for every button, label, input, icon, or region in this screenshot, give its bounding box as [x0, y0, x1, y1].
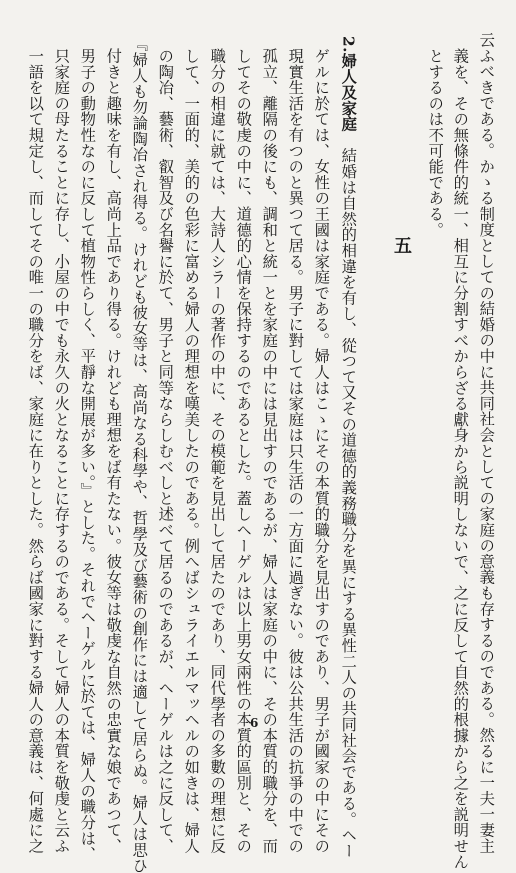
text-line: して、一面的、美的の色彩に富める婦人の理想を嘆美したのである。例へばシュライエルマッヘルの如きは、婦人: [182, 48, 201, 854]
text-line: 孤立、離隔の後にも、調和と統一とを家庭の中には見出すのであるが、婦人は家庭の中に、その本質的職分を、而: [260, 48, 279, 854]
text-line: 義を、その無條件的統一、相互に分割すべからざる獻身から説明しないで、之に反して自然的根據から之を説明せん: [451, 48, 470, 870]
text-line: 『婦人も勿論陶冶され得る。けれども彼女等は、高尚なる科學や、哲學及び藝術の創作には適して居らぬ。婦人は思ひ: [130, 36, 149, 873]
text-line: ゲルに於ては、女性の王國は家庭である。婦人はこゝにその本質的職分を見出すのであり、男子が國家の中にその: [312, 48, 331, 854]
text-line: してその敬虔の中に、道德的心情を保持するのであるとした。蓋しヘーゲルは以上男女兩性の本質的區別と、その: [234, 48, 253, 854]
text-line: 一語を以て規定し、而してその唯一の職分をば、家庭に在りとした。然らば國家に對する婦人の意義は、何處に之: [26, 48, 45, 854]
text-line: 云ふべきである。かゝる制度としての結婚の中に共同社会としての家庭の意義も存するのである。然るに一夫一妻主: [477, 32, 496, 854]
section-title: 五: [391, 236, 412, 254]
text-line: 職分の相違に就ては、大詩人シラーの著作の中に、その模範を見出して居たのであり、同代學者の多數の理想に反: [208, 48, 227, 854]
text-line: 只家庭の母たることに存し、小屋の中でも永久の火となることに存するのである。そして婦人の本質を敬虔と云ふ: [52, 48, 71, 854]
text-line: 現實生活を有つのと異つて居る。男子に對しては家庭は只生活の一方面に過ぎない。彼は公共生活の抗爭の中での: [286, 48, 305, 854]
text-line: とするのは不可能である。: [426, 48, 445, 238]
text-line: 付きと趣味を有し、高尚上品であり得る。けれども理想をば有たない。彼女等は敬虔な自然の忠實な娘であつて、: [104, 48, 123, 854]
heading-line-text: 結婚は自然的相違を有し、從つて又その道德的義務職分を異にする異性二人の共同社会である。ヘー: [339, 131, 358, 859]
text-line: 男子の動物性なのに反して植物性らしく、平靜な開展が多い。』とした。それでヘーゲルに於ては、婦人の職分は、: [78, 48, 97, 862]
text-line: の陶冶、藝術、叡智及び名譽に於て、男子と同等ならしむべしと述べて居るのであるが、ヘーゲルは之に反して、: [156, 48, 175, 854]
heading-line: [339, 36, 358, 859]
section-heading: 2.婦人及家庭: [339, 36, 358, 132]
page-number: 6: [250, 716, 259, 730]
